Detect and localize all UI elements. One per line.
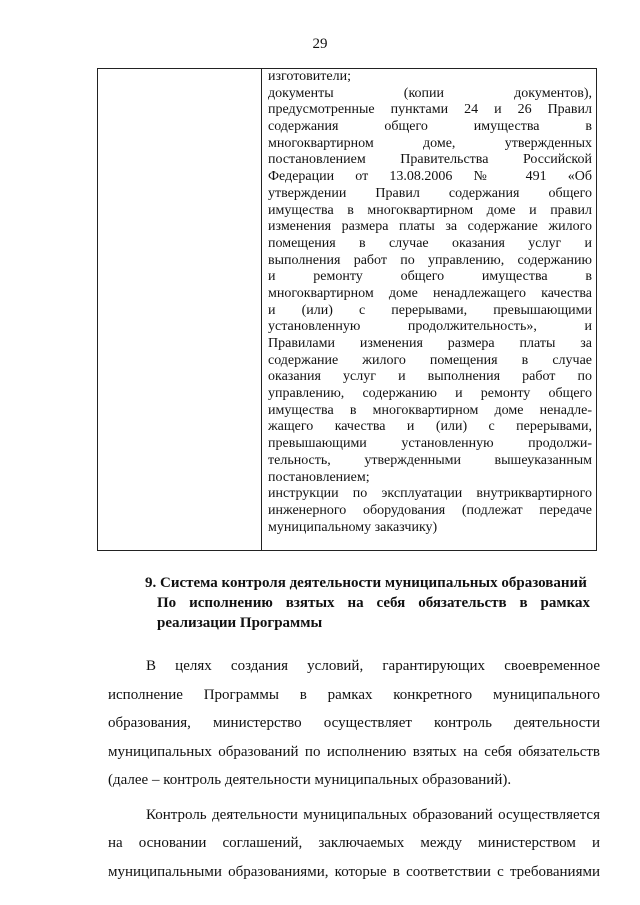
- table-text-line: управлению, содержанию и ремонту общего: [268, 386, 592, 402]
- paragraph-line: на основании соглашений, заключаемых между министерством и: [108, 835, 600, 851]
- table-text-line: помещения в случае оказания услуг и: [268, 235, 592, 251]
- table-text-line: установленную продолжительность», и: [268, 319, 592, 335]
- table-text-line: инженерного оборудования (подлежат передаче: [268, 502, 592, 518]
- table-text-line: содержания общего имущества в: [268, 119, 592, 135]
- table-text-line: постановлением Правительства Российской: [268, 152, 592, 168]
- paragraph-line: В целях создания условий, гарантирующих своевременное: [146, 658, 600, 674]
- section-heading-line: По исполнению взятых на себя обязательств в рамках: [157, 595, 590, 611]
- table-text-line: и ремонту общего имущества в: [268, 269, 592, 285]
- table-text-line: утверждении Правил содержания общего: [268, 185, 592, 201]
- table-text-line: имущества в многоквартирном доме и правил: [268, 202, 592, 218]
- table-text-line: жащего качества и (или) с перерывами,: [268, 419, 592, 435]
- table-text-line: документы (копии документов),: [268, 85, 592, 101]
- table-text-line: муниципальному заказчику): [268, 519, 438, 535]
- table-text-line: изменения размера платы за содержание жилого: [268, 219, 592, 235]
- table-text-line: Правилами изменения размера платы за: [268, 336, 592, 351]
- section-heading-line: реализации Программы: [157, 615, 323, 631]
- table-text-line: многоквартирном доме, утвержденных: [268, 135, 592, 151]
- table-text-line: постановлением;: [268, 469, 370, 485]
- table-text-line: содержание жилого помещения в случае: [268, 352, 592, 368]
- page-number: 29: [312, 36, 328, 52]
- document-table: [97, 68, 597, 551]
- paragraph-line: исполнение Программы в рамках конкретного муниципального: [108, 686, 600, 703]
- table-text-line: многоквартирном доме ненадлежащего качества: [268, 285, 592, 301]
- table-text-line: и (или) с перерывами, превышающими: [268, 302, 592, 318]
- table-text-line: оказания услуг и выполнения работ по: [268, 369, 592, 385]
- table-text-line: тельность, утвержденными вышеуказанным: [268, 452, 592, 468]
- paragraph-line: (далее – контроль деятельности муниципальных образований).: [108, 772, 512, 788]
- table-left-cell: [98, 69, 262, 550]
- paragraph-line: муниципальными образованиями, которые в соответствии с требованиями: [108, 863, 600, 880]
- table-text-line: Федерации от 13.08.2006 № 491 «Об: [268, 169, 592, 185]
- table-text-line: выполнения работ по управлению, содержанию: [268, 252, 592, 268]
- paragraph-line: муниципальных образований по исполнению взятых на себя обязательств: [108, 743, 600, 760]
- table-text-line: предусмотренные пунктами 24 и 26 Правил: [268, 102, 592, 118]
- body-text: [108, 652, 600, 886]
- section-heading-line: 9. Система контроля деятельности муниципальных образований: [145, 575, 587, 591]
- paragraph-line: образования, министерство осуществляет контроль деятельности: [108, 715, 600, 731]
- table-text-line: инструкции по эксплуатации внутриквартирного: [268, 486, 592, 502]
- paragraph-line: Контроль деятельности муниципальных образований осуществляется: [146, 806, 600, 823]
- table-text-line: изготовители;: [268, 69, 351, 84]
- table-right-cell: [268, 69, 592, 536]
- table-text-line: превышающими установленную продолжи-: [268, 436, 592, 452]
- table-text-line: имущества в многоквартирном доме ненадле-: [268, 402, 592, 418]
